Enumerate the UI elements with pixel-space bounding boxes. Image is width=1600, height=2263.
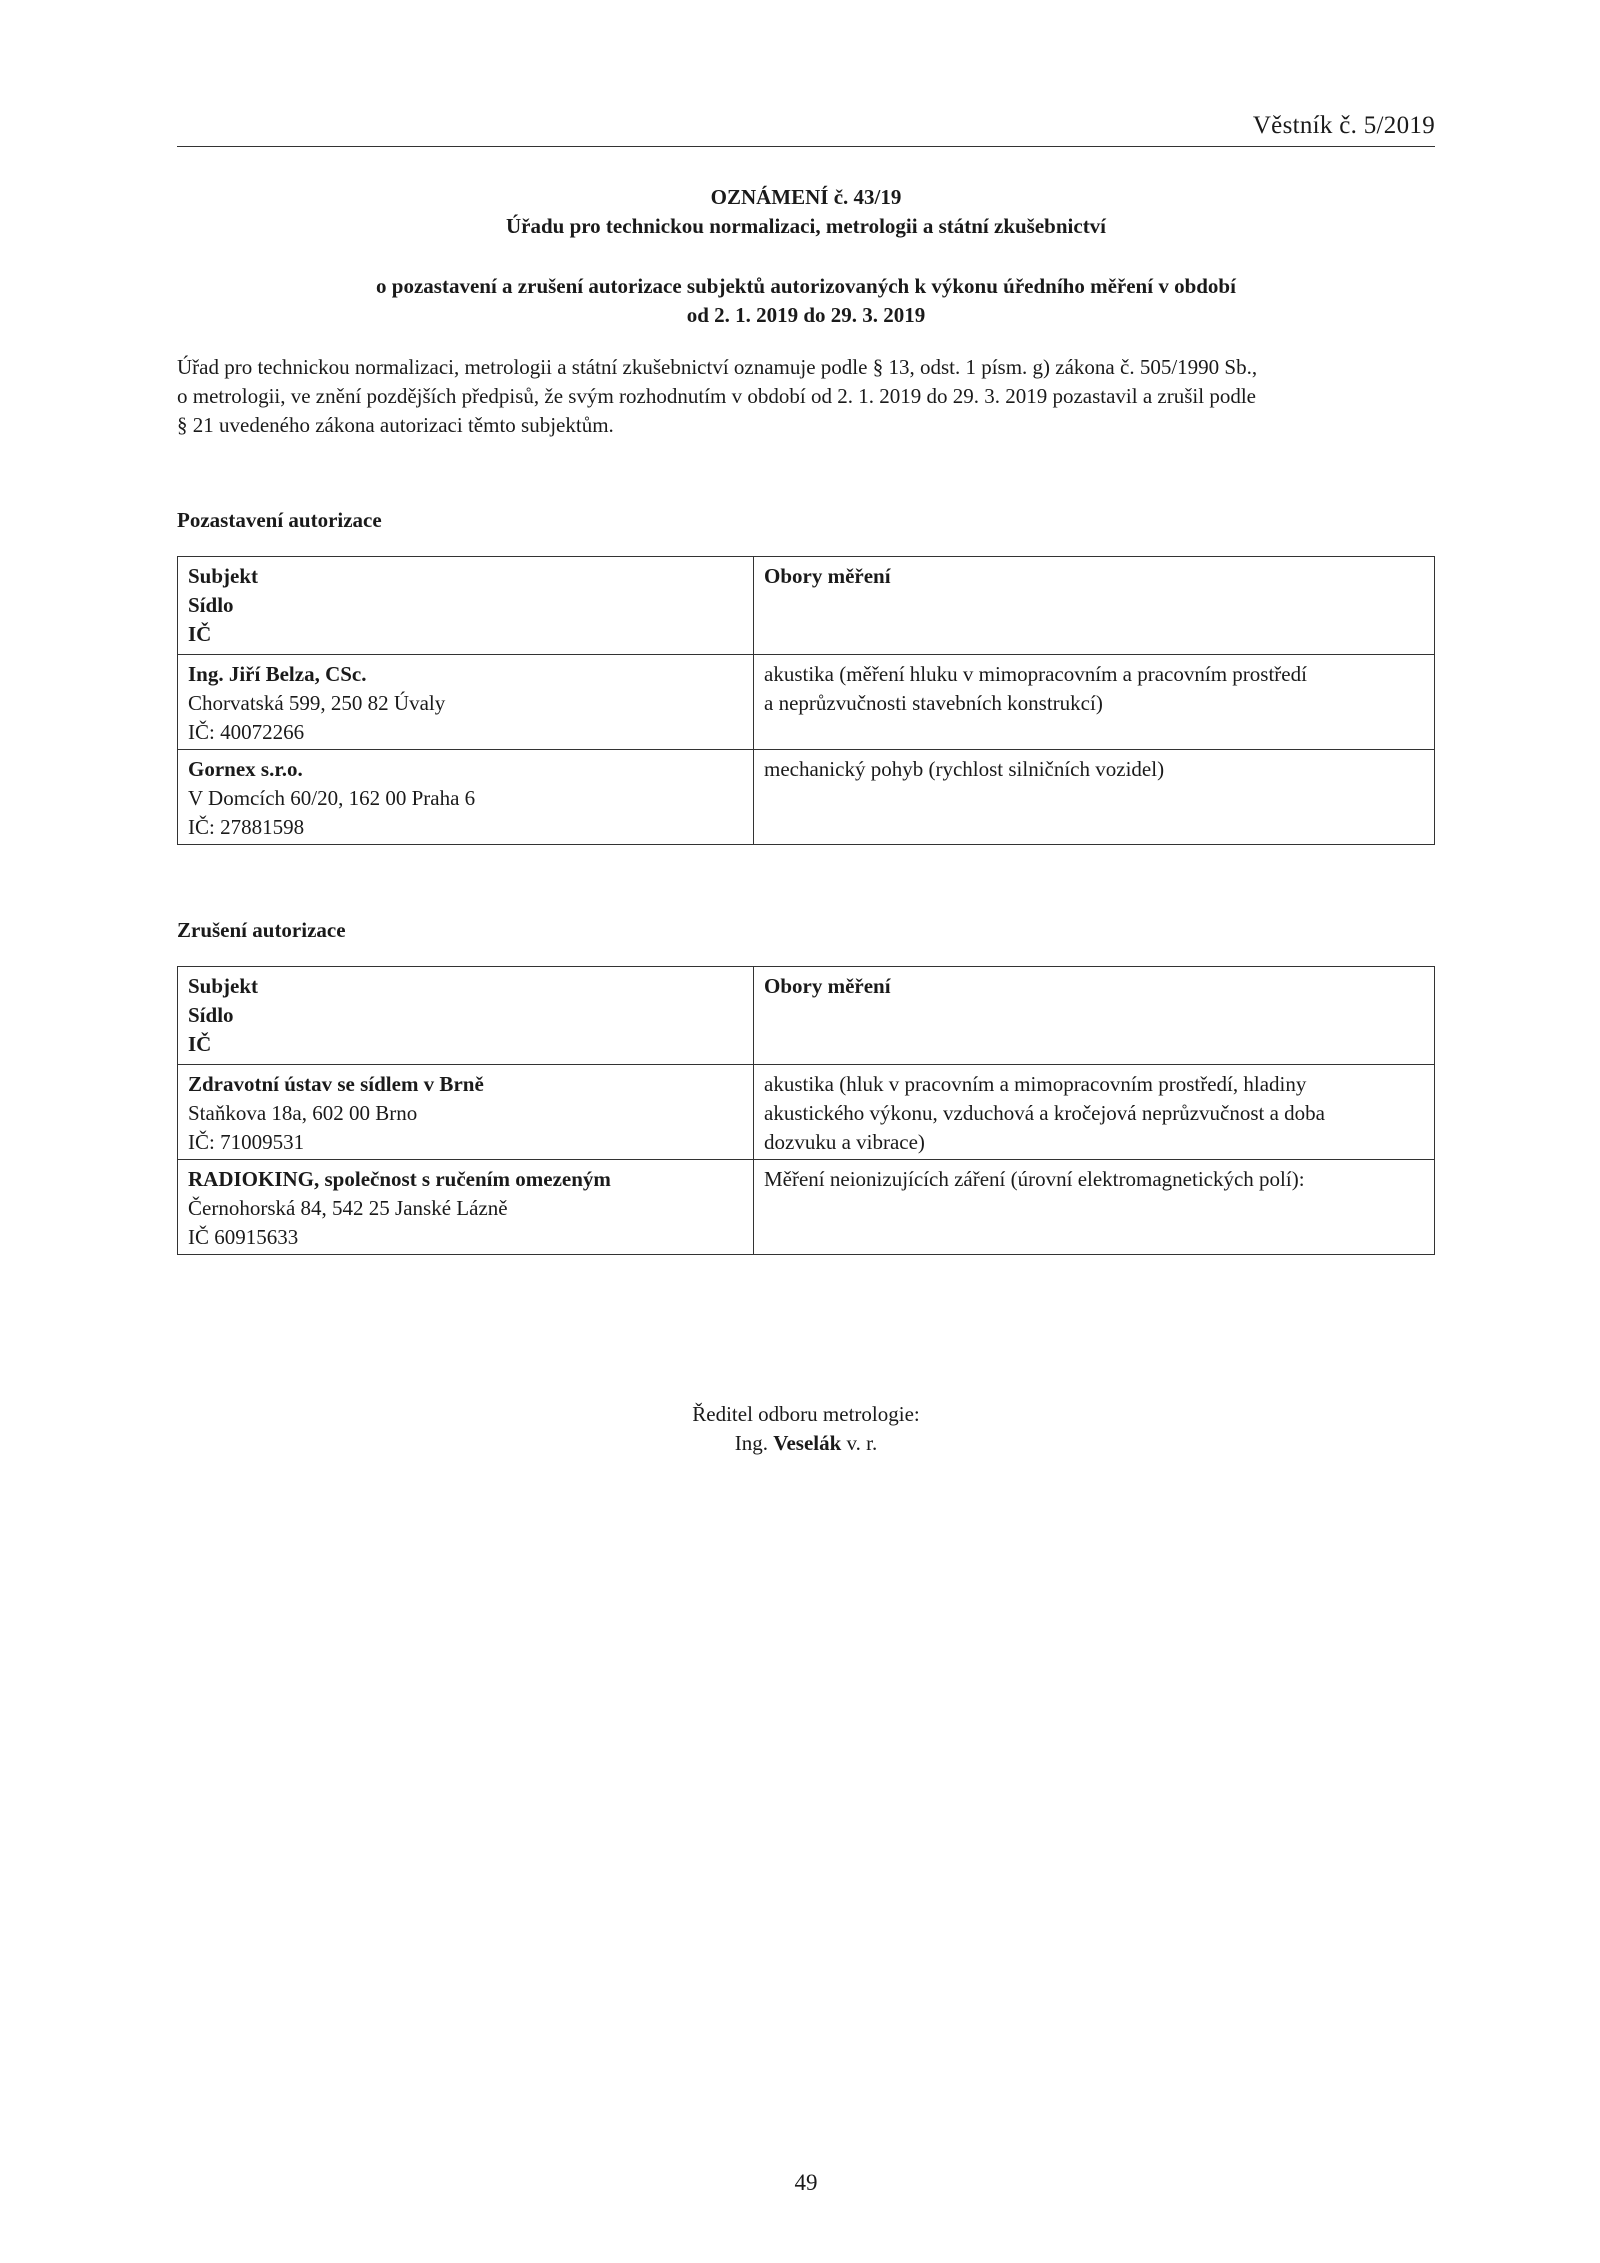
subject-cell: [178, 750, 754, 845]
suspension-table: [177, 556, 1435, 845]
subject-id: IČ: 27881598: [188, 815, 305, 839]
table-header-row: [178, 967, 1435, 1065]
subject-cell: [178, 1065, 754, 1160]
fields-cell: [754, 655, 1435, 750]
signature-block: [177, 1400, 1435, 1458]
id-header: IČ: [188, 622, 212, 646]
fields-line: a neprůzvučnosti stavebních konstrukcí): [764, 691, 1103, 715]
fields-line: akustika (měření hluku v mimopracovním a pracovním prostředí: [764, 662, 1307, 686]
fields-cell: [754, 750, 1435, 845]
fields-cell: [754, 1065, 1435, 1160]
intro-line: § 21 uvedeného zákona autorizaci těmto subjektům.: [177, 413, 614, 437]
signature-prefix: Ing.: [734, 1431, 768, 1455]
subtitle-line: o pozastavení a zrušení autorizace subjektů autorizovaných k výkonu úředního měření v období: [376, 274, 1236, 298]
signature-name: Veselák: [773, 1431, 842, 1455]
subject-header: Subjekt: [188, 564, 259, 588]
fields-header-cell: [754, 967, 1435, 1065]
suspension-section-title: Pozastavení autorizace: [177, 508, 382, 532]
subject-address: V Domcích 60/20, 162 00 Praha 6: [188, 786, 476, 810]
subject-name: RADIOKING, společnost s ručením omezeným: [188, 1167, 611, 1191]
subject-name: Ing. Jiří Belza, CSc.: [188, 662, 367, 686]
seat-header: Sídlo: [188, 593, 234, 617]
journal-header: Věstník č. 5/2019: [1252, 112, 1435, 139]
subject-address: Chorvatská 599, 250 82 Úvaly: [188, 691, 446, 715]
fields-cell: [754, 1160, 1435, 1255]
fields-header: Obory měření: [764, 974, 891, 998]
table-row: [178, 1065, 1435, 1160]
subject-id: IČ: 71009531: [188, 1130, 305, 1154]
subject-header-cell: [178, 557, 754, 655]
announcement-title: [177, 183, 1435, 241]
intro-line: Úřad pro technickou normalizaci, metrologii a státní zkušebnictví oznamuje podle § 13, odst. 1 písm. g) zákona č. 505/1990 Sb.,: [177, 355, 1258, 379]
cancellation-section-title: Zrušení autorizace: [177, 918, 346, 942]
fields-line: mechanický pohyb (rychlost silničních vozidel): [764, 757, 1165, 781]
subject-header: Subjekt: [188, 974, 259, 998]
fields-line: akustika (hluk v pracovním a mimopracovním prostředí, hladiny: [764, 1072, 1307, 1096]
fields-header: Obory měření: [764, 564, 891, 588]
id-header: IČ: [188, 1032, 212, 1056]
signature-suffix: v. r.: [846, 1431, 878, 1455]
intro-line: o metrologii, ve znění pozdějších předpisů, že svým rozhodnutím v období od 2. 1. 2019 do 29. 3. 2019 pozastavil a zrušil podle: [177, 384, 1256, 408]
subject-name: Gornex s.r.o.: [188, 757, 303, 781]
seat-header: Sídlo: [188, 1003, 234, 1027]
issuing-office: Úřadu pro technickou normalizaci, metrologii a státní zkušebnictví: [505, 214, 1107, 238]
table-row: [178, 1160, 1435, 1255]
subtitle-line: od 2. 1. 2019 do 29. 3. 2019: [686, 303, 926, 327]
subject-header-cell: [178, 967, 754, 1065]
subject-cell: [178, 1160, 754, 1255]
subject-name: Zdravotní ústav se sídlem v Brně: [188, 1072, 484, 1096]
subject-id: IČ 60915633: [188, 1225, 299, 1249]
table-row: [178, 750, 1435, 845]
signature-name-line: [177, 1429, 1435, 1458]
subject-cell: [178, 655, 754, 750]
header-divider: [177, 146, 1435, 147]
fields-line: dozvuku a vibrace): [764, 1130, 925, 1154]
subject-address: Staňkova 18a, 602 00 Brno: [188, 1101, 418, 1125]
announcement-subtitle: [177, 272, 1435, 330]
fields-header-cell: [754, 557, 1435, 655]
fields-line: Měření neionizujících záření (úrovní elektromagnetických polí):: [764, 1167, 1305, 1191]
cancellation-table: [177, 966, 1435, 1255]
subject-id: IČ: 40072266: [188, 720, 305, 744]
intro-paragraph: [177, 353, 1435, 440]
subject-address: Černohorská 84, 542 25 Janské Lázně: [188, 1196, 508, 1220]
table-row: [178, 655, 1435, 750]
announcement-number: OZNÁMENÍ č. 43/19: [710, 185, 902, 209]
page-number: 49: [794, 2170, 818, 2195]
signature-role: Ředitel odboru metrologie:: [692, 1402, 920, 1426]
fields-line: akustického výkonu, vzduchová a kročejová neprůzvučnost a doba: [764, 1101, 1325, 1125]
table-header-row: [178, 557, 1435, 655]
